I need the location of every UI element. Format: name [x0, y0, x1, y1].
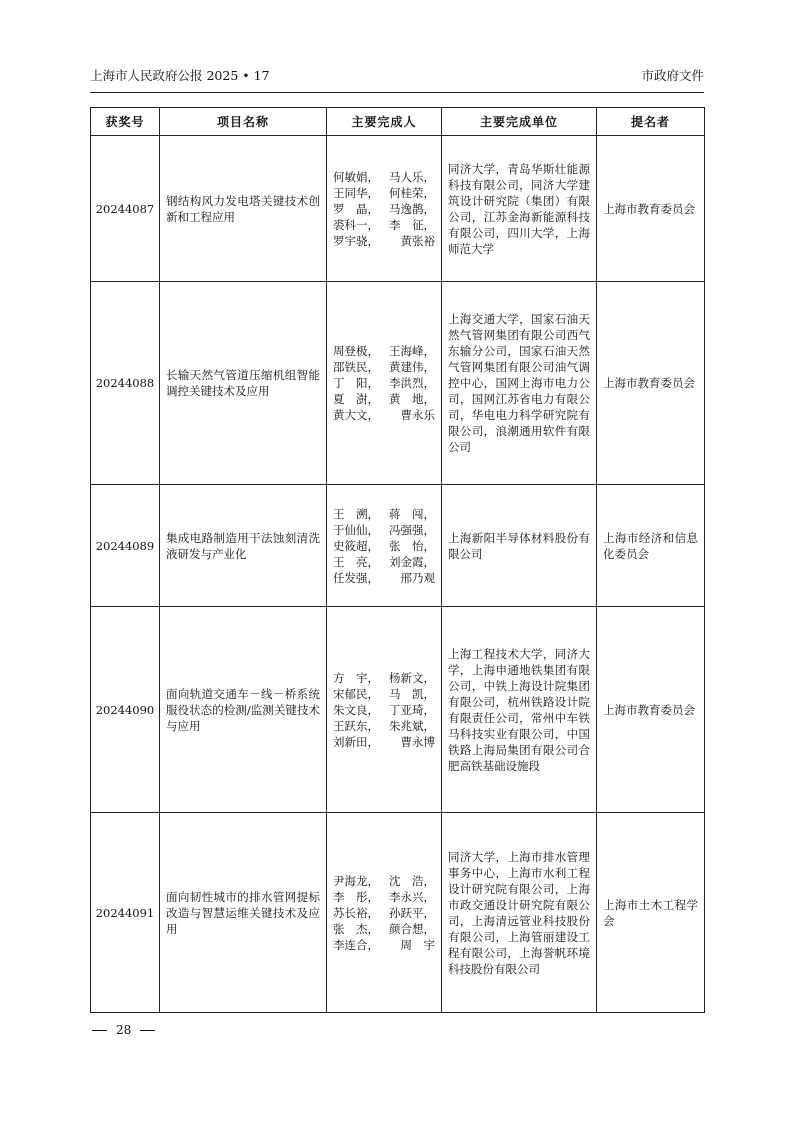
contributor-name: 李连合，	[333, 937, 379, 952]
contributor-name: 任发强，	[333, 570, 379, 585]
contributor-name: 邢乃观	[400, 570, 435, 585]
contributor-name: 史筱超，	[333, 538, 379, 553]
column-header-award-id: 获奖号	[91, 108, 160, 136]
contributor-name: 夏 澍，	[333, 392, 379, 406]
page-number: 28	[116, 1023, 132, 1037]
contributor-name: 王同华，	[333, 185, 379, 200]
contributor-name: 李洪烈，	[389, 376, 435, 390]
header-divider	[90, 92, 704, 93]
contributors-line	[333, 937, 435, 953]
column-header-main-units: 主要完成单位	[442, 108, 597, 136]
main-units-cell: 上海新阳半导体材料股份有限公司	[442, 485, 597, 607]
contributor-name: 曹永乐	[400, 408, 435, 422]
contributors-line	[333, 359, 435, 375]
contributors-line	[333, 343, 435, 359]
contributors-line	[333, 734, 435, 750]
contributor-name: 马 凯，	[389, 686, 435, 701]
contributors-line	[333, 375, 435, 391]
contributors-line	[333, 391, 435, 407]
contributor-name: 朱兆斌，	[389, 718, 435, 733]
contributor-name: 何桂荣，	[389, 185, 435, 200]
nominator-cell: 上海市教育委员会	[597, 607, 705, 813]
contributors-line	[333, 873, 435, 889]
nominator-cell: 上海市教育委员会	[597, 282, 705, 485]
page-footer	[90, 1022, 164, 1038]
contributors-line	[333, 185, 435, 201]
contributor-name: 马人乐，	[389, 169, 435, 184]
main-units-cell: 上海交通大学，国家石油天然气管网集团有限公司西气东输分公司，国家石油天然气管网集团有限公司油气调控中心，国网上海市电力公司，国网江苏省电力有限公司，华电电力科学研究院有限公司，浪潮通用软件有限公司	[442, 282, 597, 485]
contributor-name: 王 溯，	[333, 506, 379, 521]
contributor-name: 李 彤，	[333, 889, 379, 904]
contributors-cell	[327, 813, 442, 1013]
award-id-cell: 20244088	[91, 282, 160, 485]
contributor-name: 张 怡，	[389, 538, 435, 553]
section-title: 市政府文件	[641, 68, 704, 83]
contributors-line	[333, 554, 435, 570]
contributor-name: 丁 阳，	[333, 376, 379, 390]
contributors-line	[333, 522, 435, 538]
project-name-cell: 集成电路制造用干法蚀刻清洗液研发与产业化	[160, 485, 327, 607]
contributor-name: 孙跃平，	[389, 905, 435, 920]
column-header-main-contributors: 主要完成人	[327, 108, 442, 136]
project-name-cell: 面向轨道交通车－线－桥系统服役状态的检测/监测关键技术与应用	[160, 607, 327, 813]
contributor-name: 杨新文，	[389, 670, 435, 685]
contributors-line	[333, 905, 435, 921]
table-row	[91, 136, 705, 282]
contributor-name: 张 杰，	[333, 921, 379, 936]
contributors-line	[333, 889, 435, 905]
contributors-line	[333, 570, 435, 586]
contributors-line	[333, 506, 435, 522]
award-id-cell: 20244090	[91, 607, 160, 813]
contributor-name: 黄建伟，	[389, 360, 435, 374]
contributor-name: 李 征，	[389, 217, 435, 232]
main-units-cell: 同济大学，青岛华斯壮能源科技有限公司，同济大学建筑设计研究院（集团）有限公司，江苏金海新能源科技有限公司，四川大学，上海师范大学	[442, 136, 597, 282]
contributor-name: 丁亚琦，	[389, 702, 435, 717]
contributor-name: 刘新田，	[333, 734, 379, 749]
contributor-name: 裘科一，	[333, 217, 379, 232]
contributor-name: 方 宇，	[333, 670, 379, 685]
main-units-cell: 上海工程技术大学，同济大学，上海申通地铁集团有限公司，中铁上海设计院集团有限公司，杭州铁路设计院有限责任公司，常州中车铁马科技实业有限公司，中国铁路上海局集团有限公司合肥高铁基础设施段	[442, 607, 597, 813]
table-row	[91, 485, 705, 607]
award-id-cell: 20244091	[91, 813, 160, 1013]
contributor-name: 苏长裕，	[333, 905, 379, 920]
award-table	[90, 107, 705, 1013]
contributors-cell	[327, 485, 442, 607]
column-header-project-name: 项目名称	[160, 108, 327, 136]
contributors-cell	[327, 607, 442, 813]
contributors-line	[333, 407, 435, 423]
contributor-name: 沈 浩，	[389, 873, 435, 888]
contributor-name: 王 亮，	[333, 554, 379, 569]
nominator-cell: 上海市土木工程学会	[597, 813, 705, 1013]
nominator-cell: 上海市教育委员会	[597, 136, 705, 282]
contributors-line	[333, 538, 435, 554]
contributor-name: 黄大文，	[333, 408, 379, 422]
contributor-name: 于仙仙，	[333, 522, 379, 537]
contributors-line	[333, 233, 435, 249]
contributor-name: 刘金霞，	[389, 554, 435, 569]
main-units-cell: 同济大学，上海市排水管理事务中心，上海市水利工程设计研究院有限公司，上海市政交通设计研究院有限公司，上海清远管业科技股份有限公司，上海管丽建设工程有限公司，上海誉帆环境科技股份有限公司	[442, 813, 597, 1013]
column-header-nominator: 提名者	[597, 108, 705, 136]
contributor-name: 何敏娟，	[333, 169, 379, 184]
contributor-name: 尹海龙，	[333, 873, 379, 888]
table-row	[91, 607, 705, 813]
contributor-name: 宋郁民，	[333, 686, 379, 701]
table-header-row	[91, 108, 705, 136]
contributor-name: 罗 晶，	[333, 201, 379, 216]
table-row	[91, 282, 705, 485]
contributor-name: 王跃东，	[333, 718, 379, 733]
contributor-name: 马逸鹊，	[389, 201, 435, 216]
footer-dash-right	[140, 1030, 155, 1031]
award-id-cell: 20244087	[91, 136, 160, 282]
contributors-line	[333, 921, 435, 937]
contributor-name: 曹永博	[400, 734, 435, 749]
contributors-line	[333, 718, 435, 734]
project-name-cell: 面向韧性城市的排水管网提标改造与智慧运维关键技术及应用	[160, 813, 327, 1013]
contributor-name: 蒋 闯，	[389, 506, 435, 521]
contributors-line	[333, 670, 435, 686]
contributor-name: 周登极，	[333, 344, 379, 358]
contributor-name: 冯强强，	[389, 522, 435, 537]
contributors-cell	[327, 136, 442, 282]
contributor-name: 朱文良，	[333, 702, 379, 717]
contributors-line	[333, 217, 435, 233]
page-header	[90, 66, 704, 86]
project-name-cell: 钢结构风力发电塔关键技术创新和工程应用	[160, 136, 327, 282]
contributors-cell	[327, 282, 442, 485]
gazette-title: 上海市人民政府公报 2025 • 17	[90, 68, 270, 83]
contributor-name: 周 宇	[400, 937, 435, 952]
contributor-name: 李永兴，	[389, 889, 435, 904]
contributor-name: 罗宇骁，	[333, 233, 379, 248]
contributor-name: 邵铁民，	[333, 360, 379, 374]
nominator-cell: 上海市经济和信息化委员会	[597, 485, 705, 607]
award-id-cell: 20244089	[91, 485, 160, 607]
contributor-name: 颜合想，	[389, 921, 435, 936]
footer-dash-left	[92, 1030, 107, 1031]
contributor-name: 黄 地，	[389, 392, 435, 406]
project-name-cell: 长输天然气管道压缩机组智能调控关键技术及应用	[160, 282, 327, 485]
contributor-name: 王海峰，	[389, 344, 435, 358]
contributors-line	[333, 702, 435, 718]
contributors-line	[333, 686, 435, 702]
table-row	[91, 813, 705, 1013]
contributors-line	[333, 169, 435, 185]
contributor-name: 黄张裕	[400, 233, 435, 248]
contributors-line	[333, 201, 435, 217]
